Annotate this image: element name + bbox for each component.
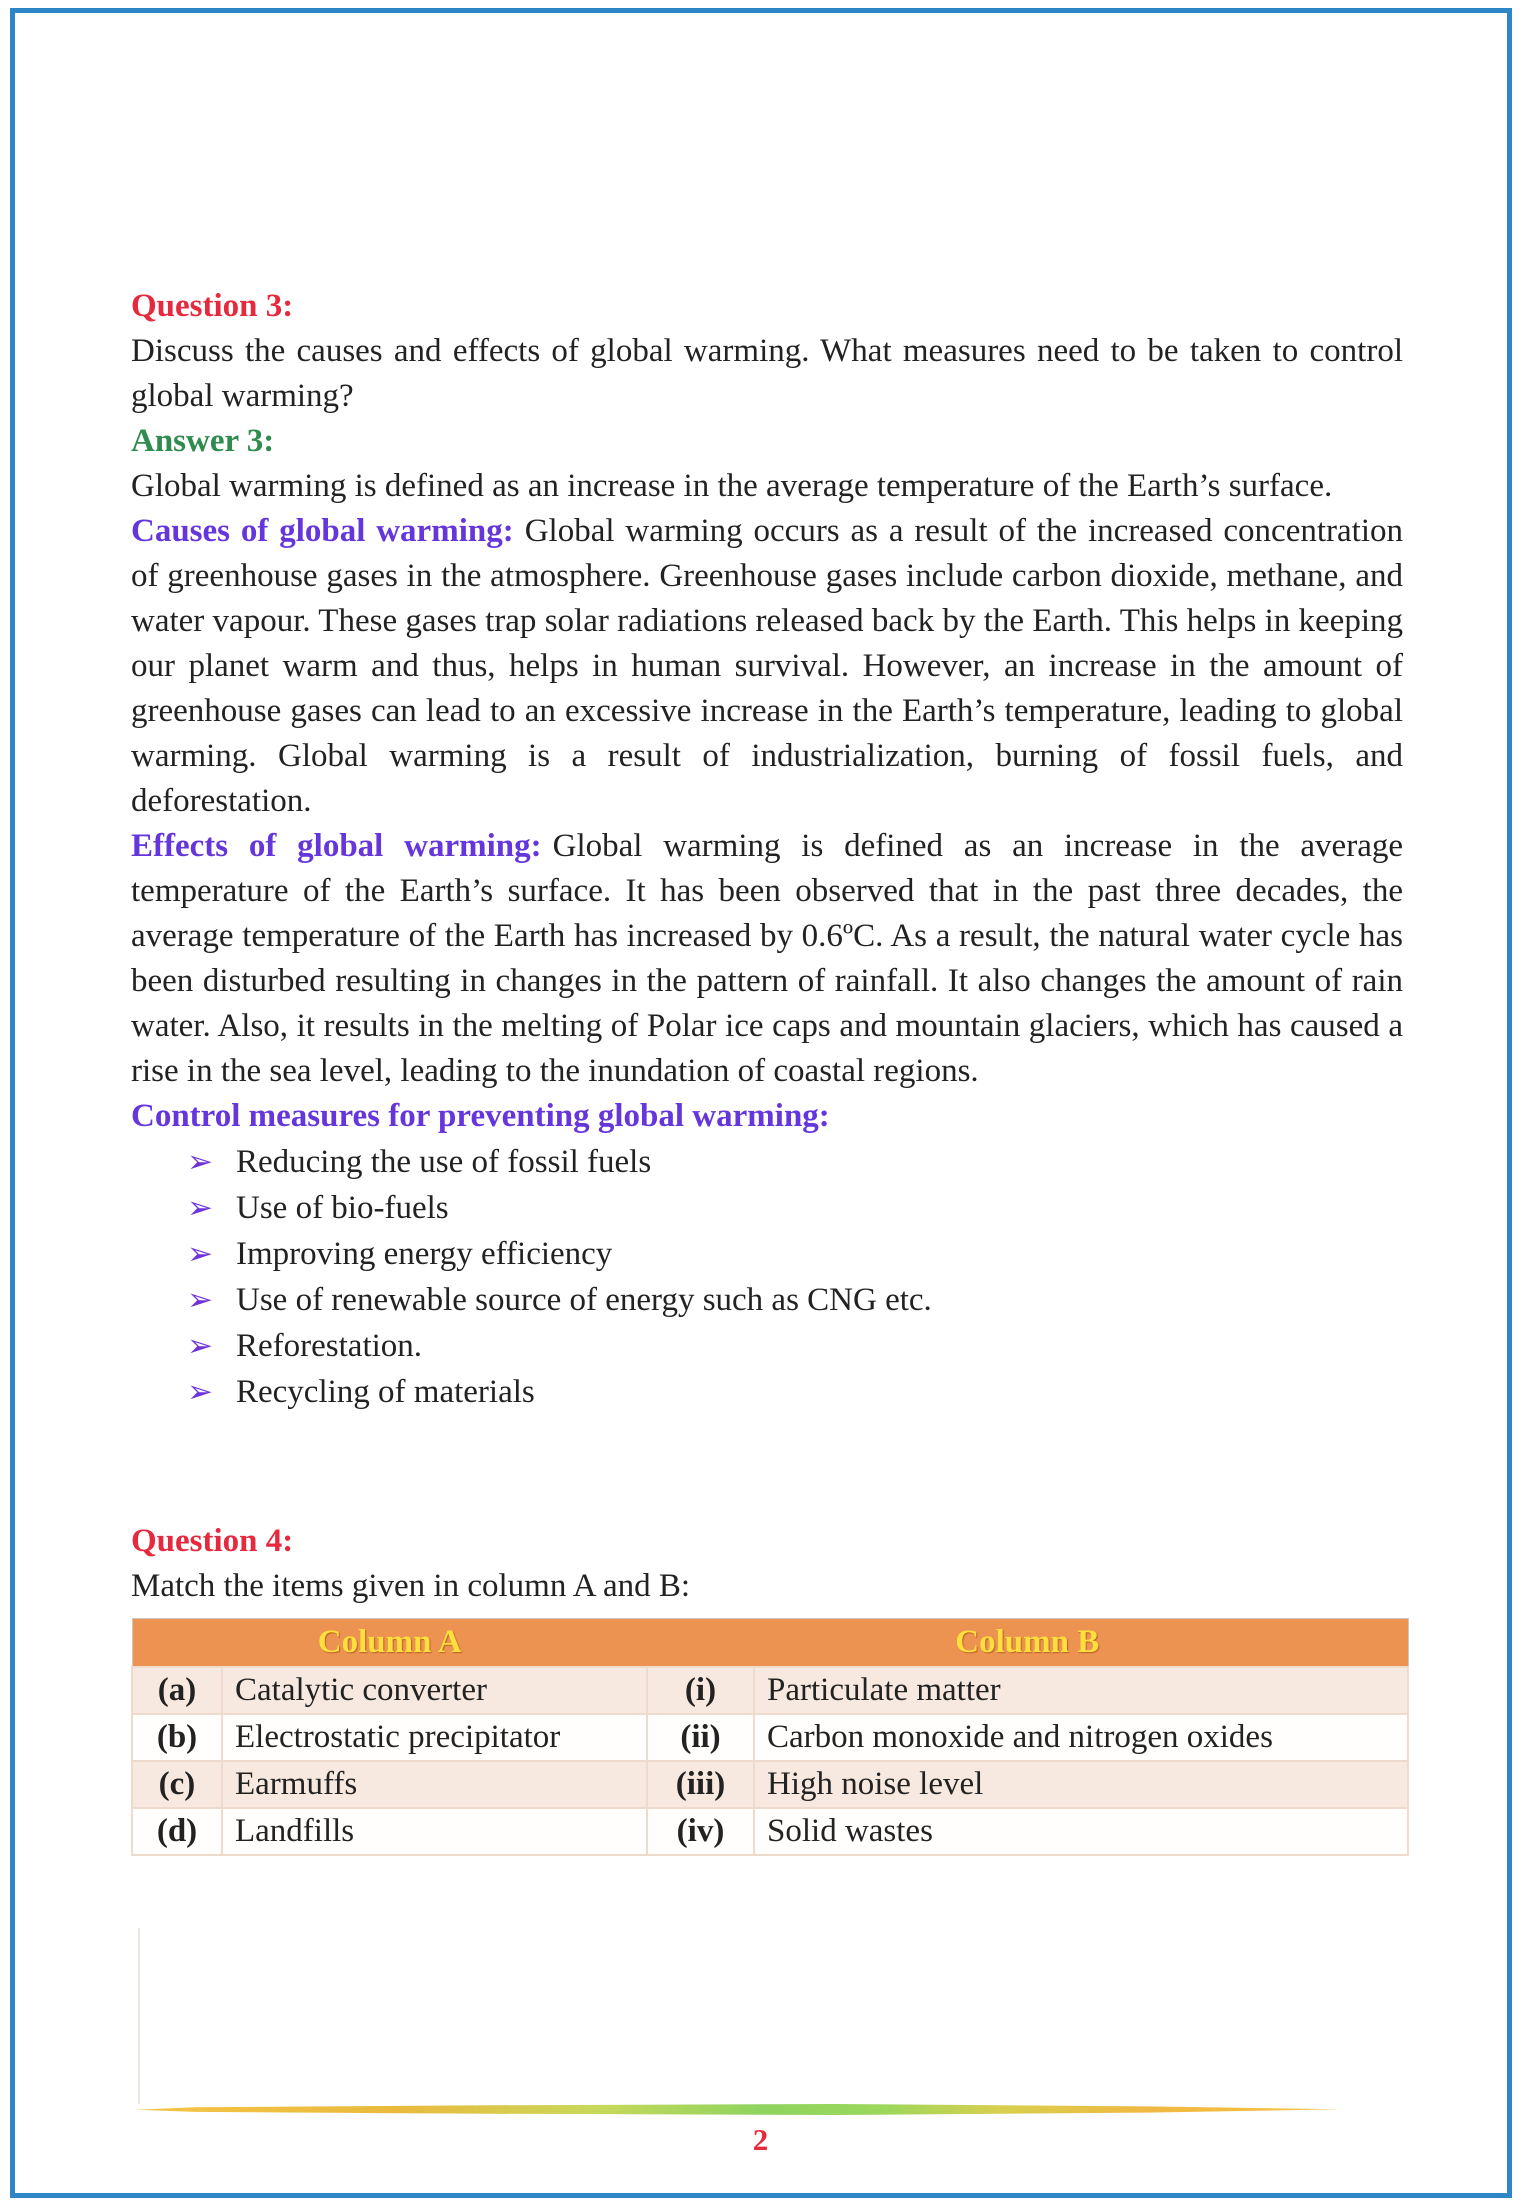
list-item-text: Reducing the use of fossil fuels [236,1144,652,1180]
arrow-bullet-icon: ➢ [187,1374,213,1409]
answer3-intro: Global warming is defined as an increase in the average temperature of the Earth’s surface. [131,468,1333,504]
list-item [187,1185,1403,1231]
row-key-a: (c) [132,1761,222,1808]
list-item-text: Recycling of materials [236,1374,535,1410]
row-item-b: Particulate matter [754,1667,1408,1714]
list-item [187,1231,1403,1277]
control-measures-list [131,1139,1403,1415]
list-item-text: Improving energy efficiency [236,1236,613,1272]
row-item-a: Catalytic converter [222,1667,647,1714]
arrow-bullet-icon: ➢ [187,1282,213,1317]
column-a-header: Column A [132,1619,647,1668]
question4-section [131,1519,1403,1856]
answer3-heading: Answer 3: [131,423,275,459]
effects-label: Effects of global warming: [131,828,542,864]
arrow-bullet-icon: ➢ [187,1328,213,1363]
list-item [187,1323,1403,1369]
table-header-row [132,1619,1408,1668]
arrow-bullet-icon: ➢ [187,1144,213,1179]
control-measures-heading: Control measures for preventing global warming: [131,1098,830,1134]
row-item-b: High noise level [754,1761,1408,1808]
causes-text: Global warming occurs as a result of the increased concentration of greenhouse gases in the atmosphere. Greenhouse gases include carbon dioxide, methane, and water vapour. These gases trap solar radiations released back by the Earth. This helps in keeping our planet warm and thus, helps in human survival. However, an increase in the amount of greenhouse gases can lead to an excessive increase in the Earth’s temperature, leading to global warming. Global warming is a result of industrialization, burning of fossil fuels, and deforestation. [131,513,1403,819]
row-key-b: (iii) [647,1761,754,1808]
row-item-a: Landfills [222,1808,647,1855]
table-row [132,1808,1408,1855]
list-item-text: Use of bio-fuels [236,1190,449,1226]
question3-heading: Question 3: [131,288,294,324]
page-content [131,284,1403,1856]
row-item-b: Carbon monoxide and nitrogen oxides [754,1714,1408,1761]
decorative-footer-rule [135,2104,1340,2115]
question3-text: Discuss the causes and effects of global warming. What measures need to be taken to control global warming? [131,333,1403,414]
row-item-b: Solid wastes [754,1808,1408,1855]
row-key-a: (a) [132,1667,222,1714]
row-item-a: Electrostatic precipitator [222,1714,647,1761]
arrow-bullet-icon: ➢ [187,1236,213,1271]
list-item [187,1369,1403,1415]
causes-paragraph [131,509,1403,824]
question4-text: Match the items given in column A and B: [131,1568,691,1604]
effects-paragraph [131,824,1403,1094]
list-item-text: Reforestation. [236,1328,423,1364]
row-key-b: (iv) [647,1808,754,1855]
row-key-b: (i) [647,1667,754,1714]
match-table [131,1618,1409,1856]
list-item [187,1277,1403,1323]
list-item [187,1139,1403,1185]
page-number: 2 [752,2122,769,2157]
list-item-text: Use of renewable source of energy such as CNG etc. [236,1282,932,1318]
table-row [132,1761,1408,1808]
effects-text: Global warming is defined as an increase in the average temperature of the Earth’s surface. It has been observed that in the past three decades, the average temperature of the Earth has increased by 0.6ºC. As a result, the natural water cycle has been disturbed resulting in changes in the pattern of rainfall. It also changes the amount of rain water. Also, it results in the melting of Polar ice caps and mountain glaciers, which has caused a rise in the sea level, leading to the inundation of coastal regions. [131,828,1403,1089]
row-key-a: (b) [132,1714,222,1761]
row-key-a: (d) [132,1808,222,1855]
table-row [132,1667,1408,1714]
margin-guide-line [138,1928,140,2104]
row-item-a: Earmuffs [222,1761,647,1808]
arrow-bullet-icon: ➢ [187,1190,213,1225]
question4-heading: Question 4: [131,1523,294,1559]
row-key-b: (ii) [647,1714,754,1761]
table-row [132,1714,1408,1761]
column-b-header: Column B [647,1619,1408,1668]
causes-label: Causes of global warming: [131,513,514,549]
